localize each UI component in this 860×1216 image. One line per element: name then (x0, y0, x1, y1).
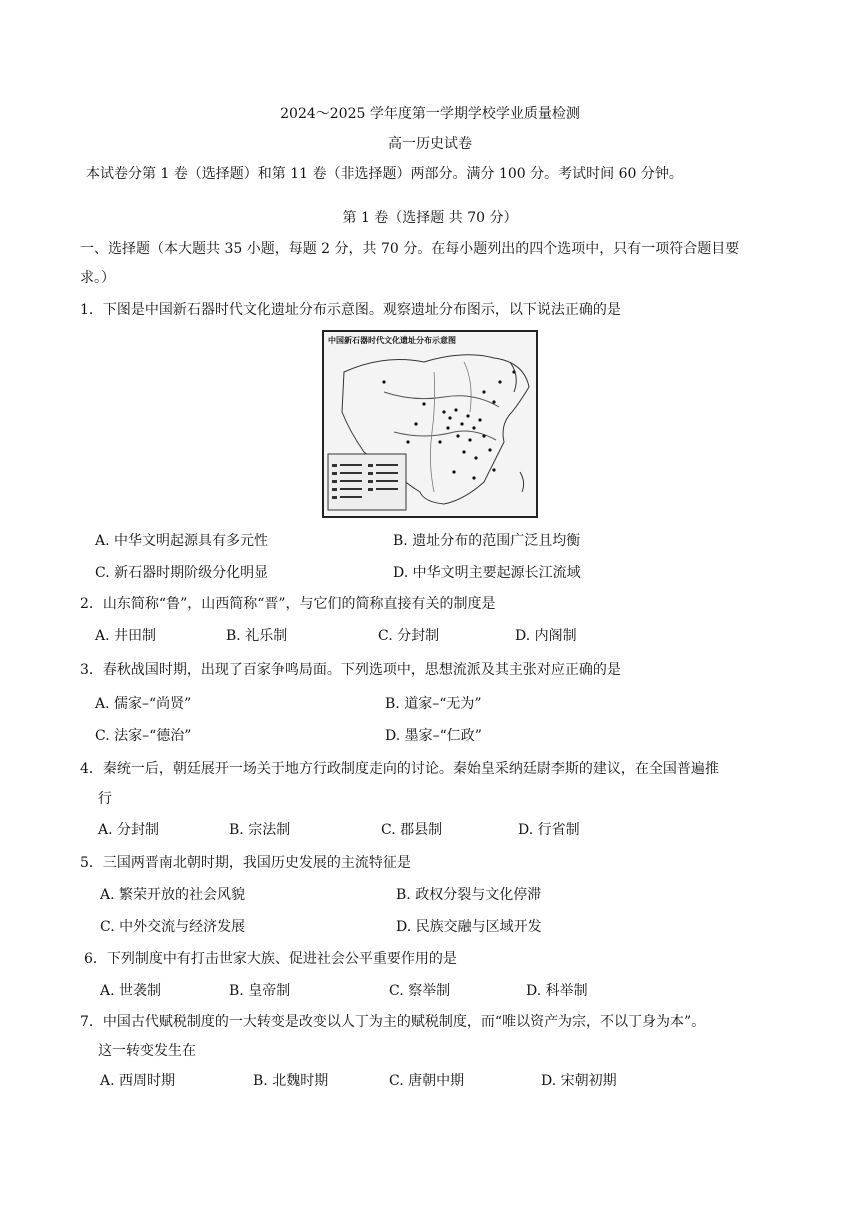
question-2-option-a: A. 井田制 (95, 628, 157, 644)
question-2-option-c: C. 分封制 (378, 628, 440, 644)
question-5-stem: 5．三国两晋南北朝时期，我国历史发展的主流特征是 (80, 855, 411, 871)
question-4-stem-line2: 行 (98, 791, 112, 807)
question-4-option-b: B. 宗法制 (229, 822, 291, 838)
map-title: 中国新石器时代文化遗址分布示意图 (328, 335, 456, 345)
question-3-option-a: A. 儒家–“尚贤” (95, 696, 192, 712)
question-5-option-a: A. 繁荣开放的社会风貌 (100, 887, 246, 903)
question-1-option-d: D. 中华文明主要起源长江流域 (393, 565, 581, 581)
question-3-stem: 3．春秋战国时期，出现了百家争鸣局面。下列选项中，思想流派及其主张对应正确的是 (80, 662, 621, 678)
question-3-option-b: B. 道家–“无为” (385, 696, 482, 712)
question-7-option-d: D. 宋朝初期 (541, 1073, 617, 1089)
question-7-option-a: A. 西周时期 (100, 1073, 176, 1089)
exam-title: 2024～2025 学年度第一学期学校学业质量检测 (280, 106, 580, 122)
question-6-option-a: A. 世袭制 (100, 983, 162, 999)
exam-subtitle: 高一历史试卷 (388, 136, 472, 152)
question-5-option-d: D. 民族交融与区域开发 (396, 919, 542, 935)
question-4-option-d: D. 行省制 (518, 822, 580, 838)
question-1-option-b: B. 遗址分布的范围广泛且均衡 (393, 533, 581, 549)
neolithic-sites-map (322, 330, 538, 518)
question-7-option-b: B. 北魏时期 (253, 1073, 329, 1089)
question-4-stem-line1: 4．秦统一后，朝廷展开一场关于地方行政制度走向的讨论。秦始皇采纳廷尉李斯的建议，在全国普遍推 (80, 761, 719, 777)
section-instruction-line1: 一、选择题（本大题共 35 小题，每题 2 分，共 70 分。在每小题列出的四个选项中，只有一项符合题目要 (80, 241, 740, 257)
question-1-option-a: A. 中华文明起源具有多元性 (95, 533, 269, 549)
question-7-stem-line1: 7．中国古代赋税制度的一大转变是改变以人丁为主的赋税制度，而“唯以资产为宗，不以丁身为本”。 (80, 1014, 706, 1030)
question-4-option-a: A. 分封制 (98, 822, 160, 838)
question-6-option-c: C. 察举制 (389, 983, 451, 999)
question-5-option-c: C. 中外交流与经济发展 (100, 919, 246, 935)
question-6-option-d: D. 科举制 (526, 983, 588, 999)
question-7-option-c: C. 唐朝中期 (389, 1073, 465, 1089)
section-instruction-line2: 求。） (80, 270, 115, 286)
map-drawing (324, 332, 536, 516)
question-2-option-d: D. 内阁制 (515, 628, 577, 644)
question-7-stem-line2: 这一转变发生在 (98, 1043, 196, 1059)
question-5-option-b: B. 政权分裂与文化停滞 (396, 887, 542, 903)
question-1-stem: 1．下图是中国新石器时代文化遗址分布示意图。观察遗址分布图示，以下说法正确的是 (80, 302, 621, 318)
exam-intro: 本试卷分第 1 卷（选择题）和第 11 卷（非选择题）两部分。满分 100 分。考试时间 60 分钟。 (86, 166, 683, 182)
question-3-option-d: D. 墨家–“仁政” (385, 728, 482, 744)
question-3-option-c: C. 法家–“德治” (95, 728, 192, 744)
section-title: 第 1 卷（选择题 共 70 分） (342, 210, 518, 226)
question-6-option-b: B. 皇帝制 (229, 983, 291, 999)
question-2-option-b: B. 礼乐制 (226, 628, 288, 644)
question-6-stem: 6．下列制度中有打击世家大族、促进社会公平重要作用的是 (84, 951, 457, 967)
question-2-stem: 2．山东简称“鲁”，山西简称“晋”，与它们的简称直接有关的制度是 (80, 596, 496, 612)
question-1-option-c: C. 新石器时期阶级分化明显 (95, 565, 269, 581)
question-4-option-c: C. 郡县制 (381, 822, 443, 838)
